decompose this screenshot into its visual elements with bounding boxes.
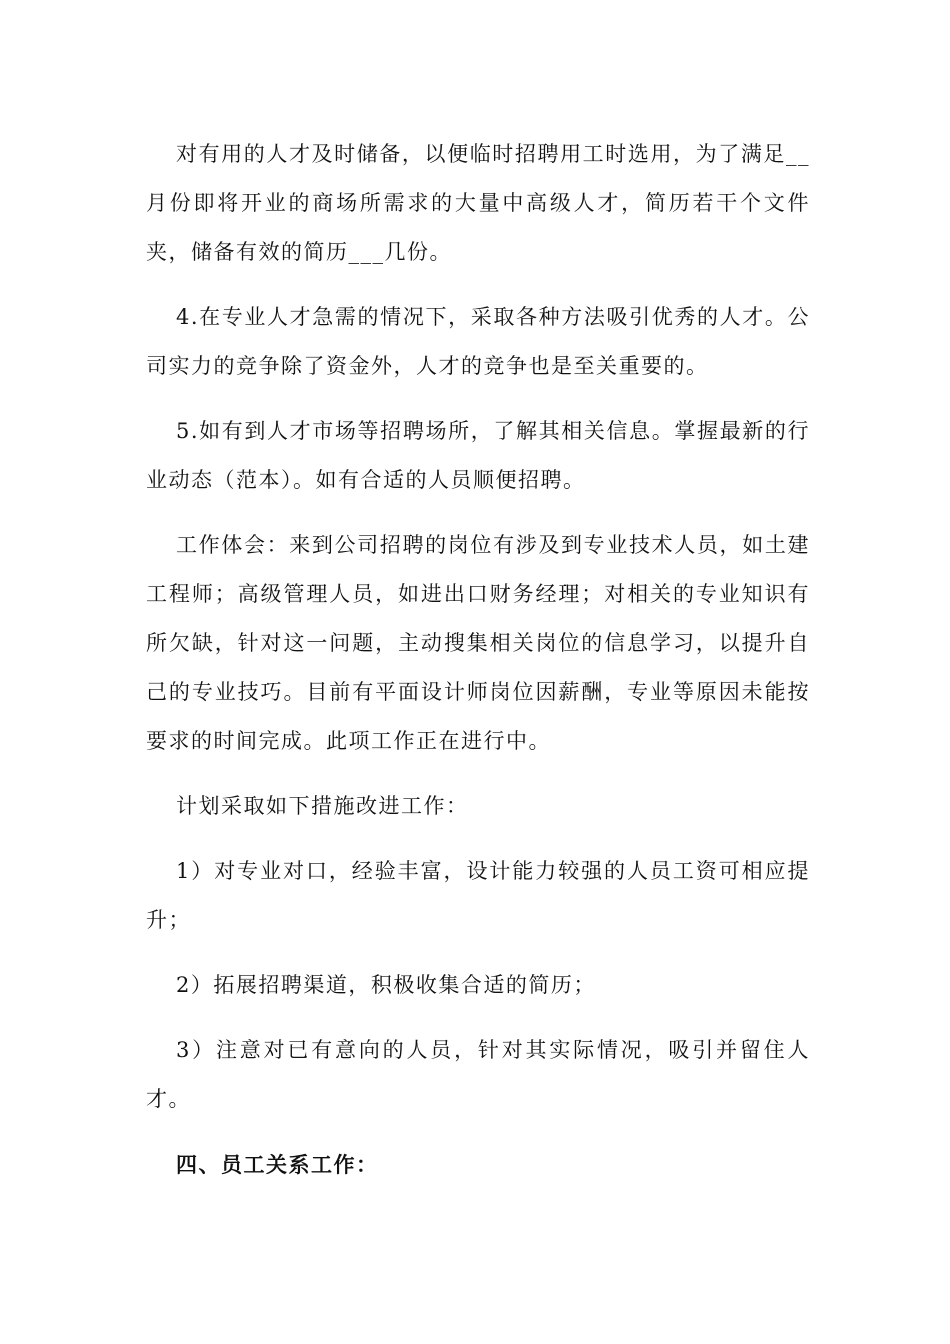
- paragraph-improvement-plan: 计划采取如下措施改进工作：: [176, 794, 469, 818]
- paragraph-talent-reserve: 对有用的人才及时储备，以便临时招聘用工时选用，为了满足__月份即将开业的商场所需求的大量中高级人才，简历若干个文件夹，储备有效的简历___几份。: [146, 142, 810, 264]
- paragraph-measure-1: 1）对专业对口，经验丰富，设计能力较强的人员工资可相应提升；: [146, 859, 810, 932]
- document-body: [146, 130, 810, 1189]
- paragraph-measure-2: 2）拓展招聘渠道，积极收集合适的简历；: [176, 973, 596, 997]
- section-heading: 四、员工关系工作：: [176, 1152, 379, 1177]
- paragraph-item-4: 4.在专业人才急需的情况下，采取各种方法吸引优秀的人才。公司实力的竞争除了资金外，人才的竞争也是至关重要的。: [146, 305, 810, 378]
- paragraph-measure-3: 3）注意对已有意向的人员，针对其实际情况，吸引并留住人才。: [146, 1038, 810, 1111]
- paragraph-work-experience: 工作体会：来到公司招聘的岗位有涉及到专业技术人员，如土建工程师；高级管理人员，如进出口财务经理；对相关的专业知识有所欠缺，针对这一问题，主动搜集相关岗位的信息学习，以提升自己的专业技巧。目前有平面设计师岗位因薪酬，专业等原因未能按要求的时间完成。此项工作正在进行中。: [146, 533, 810, 753]
- paragraph-item-5: 5.如有到人才市场等招聘场所，了解其相关信息。掌握最新的行业动态（范本）。如有合适的人员顺便招聘。: [146, 419, 810, 492]
